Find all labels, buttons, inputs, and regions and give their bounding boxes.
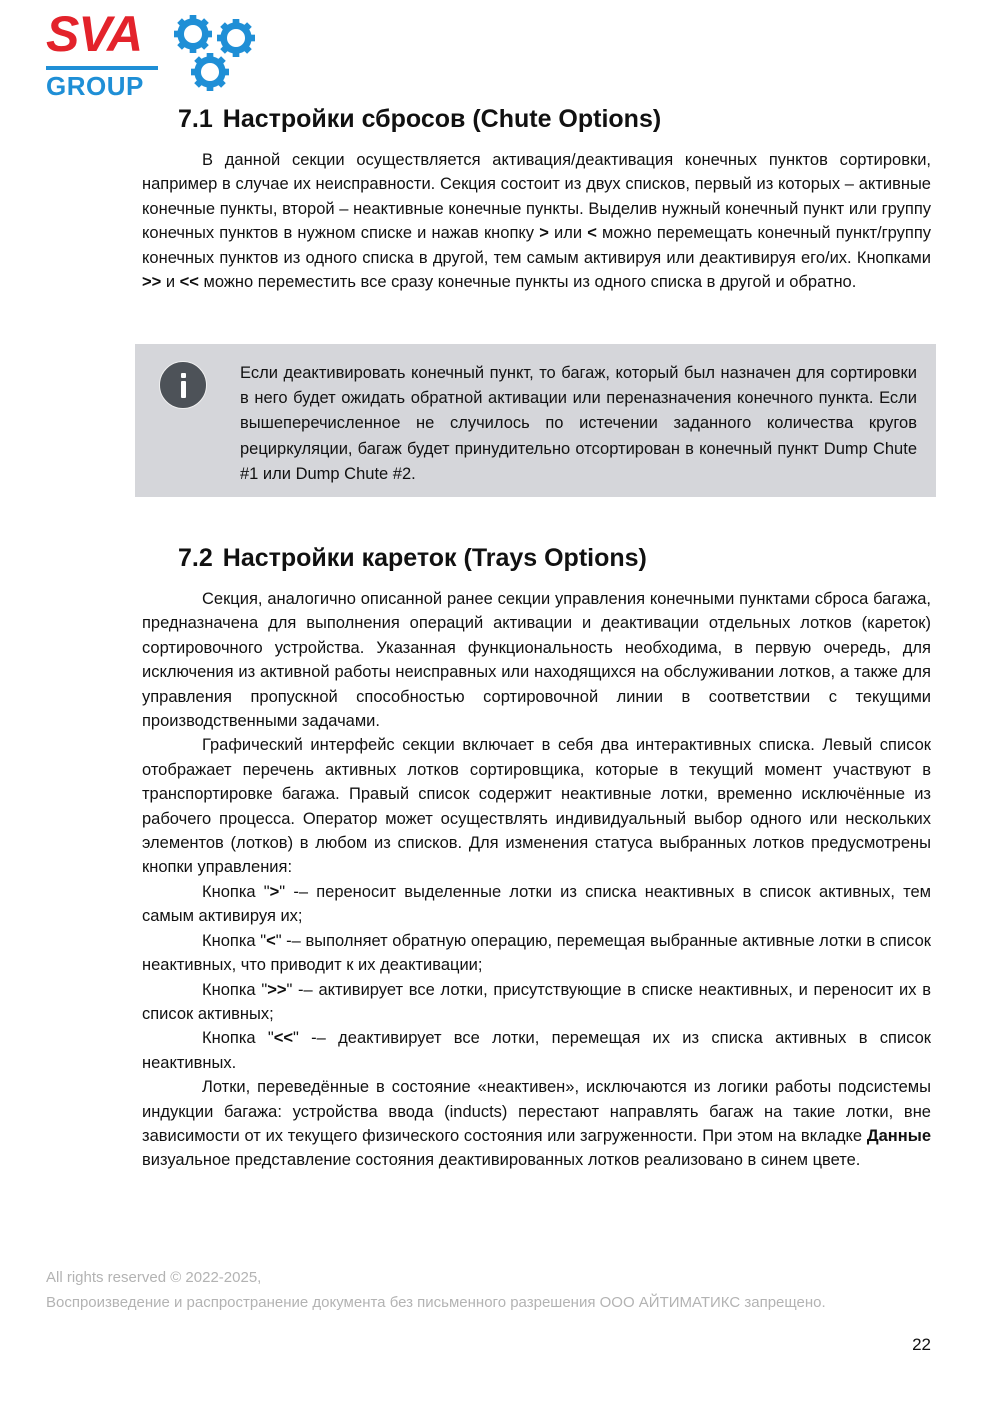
section-title: Настройки сбросов (Chute Options): [222, 105, 662, 133]
footer-line-2: Воспроизведение и распространение документа без письменного разрешения ООО АЙТИМАТИКС запрещено.: [46, 1294, 826, 1311]
company-logo: [46, 6, 261, 101]
button-symbol-all-right: >>: [142, 273, 162, 292]
paragraph-2: Графический интерфейс секции включает в себя два интерактивных списка. Левый список отображает перечень активных лотков сортировщика, которые в текущий момент участвуют в транспортировке багажа. Правый список содержит неактивные лотки, временно исключённые из рабочего процесса. Оператор может осуществлять индивидуальный выбор одного или нескольких элементов (лотков) в любом из списков. Для изменения статуса выбранных лотков предусмотрены кнопки управления:: [142, 736, 931, 877]
button-symbol-all-left: <<: [179, 273, 199, 292]
paragraph-3: Лотки, переведённые в состояние «неактивен», исключаются из логики работы подсистемы индукции багажа: устройства ввода (inducts) перестают направлять багаж на такие лотки, вне зависимости от их текущего физического состояния или загруженности. При этом на вкладке Данные визуальное представление состояния деактивированных лотков реализовано в синем цвете.: [142, 1078, 931, 1170]
button-description-all-left: Кнопка "<<" -– деактивирует все лотки, перемещая их из списка активных в список неактивных.: [142, 1029, 931, 1072]
button-description-right: Кнопка ">" -– переносит выделенные лотки из списка неактивных в список активных, тем самым активируя их;: [142, 882, 931, 926]
info-icon: [159, 361, 207, 409]
button-description-left: Кнопка "<" -– выполняет обратную операцию, перемещая выбранные активные лотки в список неактивных, что приводит к их деактивации;: [142, 931, 931, 975]
section-heading-7-2: [178, 543, 647, 573]
section-number: 7.1: [178, 105, 213, 133]
logo-divider: [46, 66, 158, 70]
footer-copyright: [46, 1265, 826, 1315]
section-heading-7-1: [178, 104, 661, 134]
section-number: 7.2: [178, 544, 213, 572]
footer-line-1: All rights reserved © 2022-2025,: [46, 1269, 262, 1286]
section-7-1-body: [142, 148, 931, 294]
tab-reference-data: Данные: [866, 1126, 931, 1145]
logo-brand-bottom: GROUP: [46, 71, 144, 101]
logo-brand-top: SVA: [46, 6, 143, 62]
button-description-all-right: Кнопка ">>" -– активирует все лотки, присутствующие в списке неактивных, и переносит их в список активных;: [142, 980, 931, 1023]
button-symbol-left: <: [587, 224, 597, 243]
note-text: Если деактивировать конечный пункт, то багаж, который был назначен для сортировки в него будет ожидать обратной активации или переназначения конечного пункта. Если вышеперечисленное не случилось по истечении заданного количества кругов рециркуляции, багаж будет принудительно отсортирован в конечный пункт Dump Chute #1 или Dump Chute #2.: [240, 364, 917, 483]
section-7-2-body: [142, 587, 931, 1173]
note-callout: [135, 344, 936, 497]
page-number: 22: [912, 1335, 931, 1354]
section-title: Настройки кареток (Trays Options): [222, 544, 647, 572]
paragraph-1: Секция, аналогично описанной ранее секции управления конечными пунктами сброса багажа, предназначена для выполнения операций активации и деактивации отдельных лотков (кареток) сортировочного устройства. Указанная функциональность необходима, в первую очередь, для исключения из активной работы неисправных или находящихся на обслуживании лотков, а также для управления пропускной способностью сортировочной линии в соответствии с текущими производственными задачами.: [142, 590, 931, 731]
gears-icon: [173, 14, 261, 96]
paragraph: В данной секции осуществляется активация/деактивация конечных пунктов сортировки, например в случае их неисправности. Секция состоит из двух списков, первый из которых – активные конечные пункты, второй – неактивные конечные пункты. Выделив нужный конечный пункт или группу конечных пунктов в нужном списке и нажав кнопку > или < можно перемещать конечный пункт/группу конечных пунктов из одного списка в другой, тем самым активируя или деактивируя его/их. Кнопками >> и << можно переместить все сразу конечные пункты из одного списка в другой и обратно.: [142, 151, 931, 292]
button-symbol-right: >: [539, 224, 549, 243]
